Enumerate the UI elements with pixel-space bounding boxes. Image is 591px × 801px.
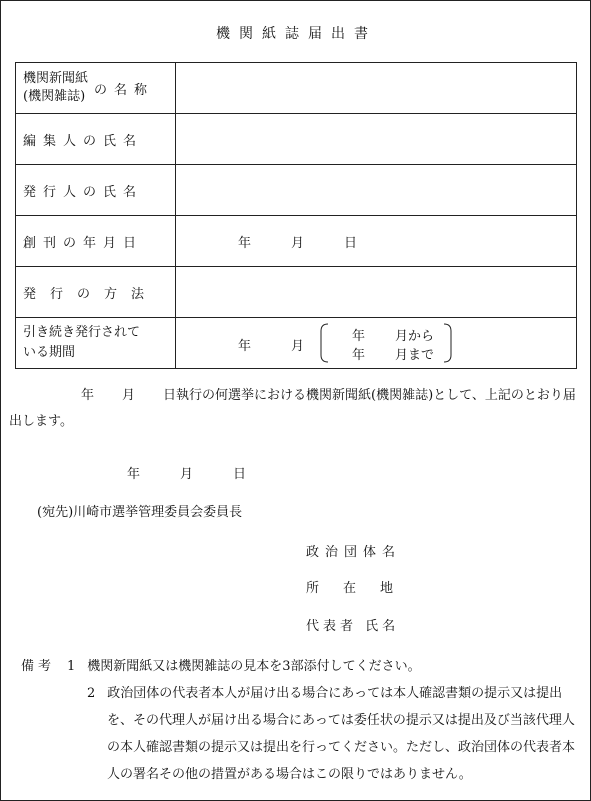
table-row [16,267,577,318]
field-publisher-name[interactable] [176,165,577,216]
note-number: 1 [67,659,76,674]
label-editor-name: 編集人の氏名 [16,114,176,165]
document-title: 機関紙誌届出書 [216,26,377,42]
field-first-issue-date[interactable] [176,216,577,267]
submission-date [127,463,246,482]
statement-paragraph [9,383,584,435]
label-publication-method: 発行の方法 [16,267,176,318]
org-representative-label: 代表者 氏名 [306,619,400,634]
table-row [16,318,577,369]
to-year: 年 [352,348,366,363]
table-row [16,114,577,165]
notes-heading: 備考 [21,659,56,674]
period-month: 月 [291,339,305,354]
table-row [16,216,577,267]
org-name-label: 政治団体名 [306,545,402,560]
label-line: 機関新聞紙 [23,71,89,86]
note-item [21,653,586,680]
period-range-bracket [318,323,454,363]
note-item [41,680,586,788]
field-editor-name[interactable] [176,114,577,165]
note-text: 政治団体の代表者本人が届け出る場合にあっては本人確認書類の提示又は提出を、その代理人が届け出る場合にあっては委任状の提示又は提出及び当該代理人の本人確認書類の提示又は提出を行ってください。ただし、政治団体の代表者本人の署名その他の措置がある場合はこの限りではありません。 [107,686,576,782]
addressee: (宛先)川崎市選挙管理委員会委員長 [37,505,243,520]
label-suffix: の名称 [94,82,155,98]
date-year: 年 [238,235,252,251]
label-line: (機関雑誌) [23,89,86,104]
field-publication-name[interactable] [176,63,577,114]
statement-month: 月 [122,388,136,403]
label-continuing-period: 引き続き発行されて いる期間 [16,318,176,369]
from-year: 年 [352,329,366,344]
label-publisher-name: 発行人の氏名 [16,165,176,216]
label-first-issue-date: 創刊の年月日 [16,216,176,267]
field-continuing-period[interactable] [176,318,577,369]
date-day: 日 [344,235,358,251]
date-year: 年 [127,467,141,482]
period-year: 年 [238,339,252,354]
note-text: 機関新聞紙又は機関雑誌の見本を3部添付してください。 [87,659,421,674]
statement-year: 年 [81,388,95,403]
date-month: 月 [291,235,305,251]
to-month: 月まで [395,348,435,363]
date-month: 月 [180,467,194,482]
org-location-label: 所在地 [306,581,418,596]
application-form-table [15,62,577,369]
field-publication-method[interactable] [176,267,577,318]
label-name-of-publication [16,63,176,114]
note-number: 2 [87,686,96,701]
table-row [16,165,577,216]
table-row [16,63,577,114]
date-day: 日 [233,467,247,482]
from-month: 月から [395,329,435,344]
notes-section [21,653,586,788]
statement-body: 日執行の何選挙における機関新聞紙(機関雑誌)として、上記のとおり届出します。 [9,388,576,429]
